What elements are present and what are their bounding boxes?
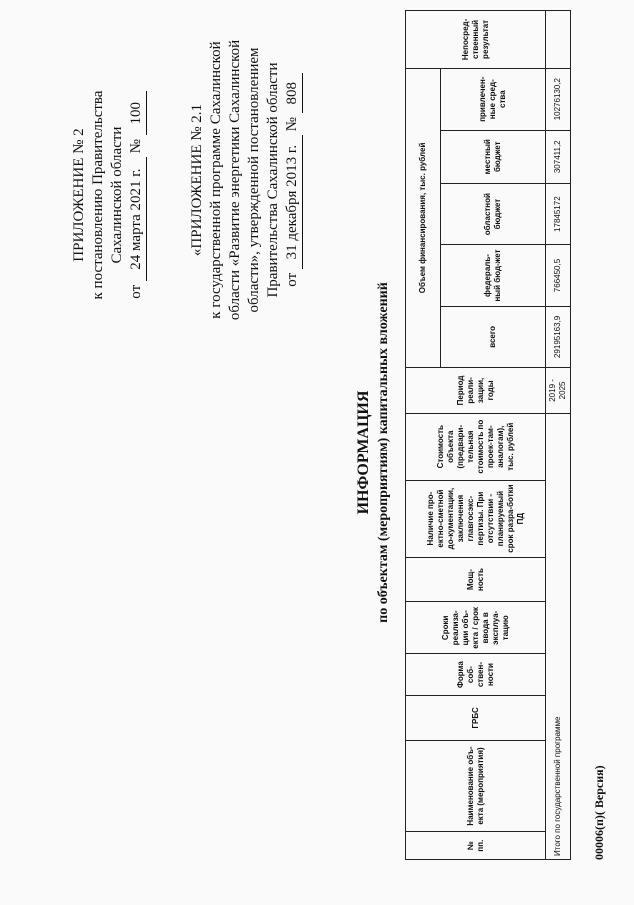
- table-row: [546, 11, 571, 860]
- previous-appendix-line1: к государственной программе Сахалинской: [208, 41, 224, 319]
- appendix-header: [70, 45, 147, 345]
- total-row-result: [546, 11, 571, 69]
- number-prefix: №: [284, 117, 300, 132]
- previous-appendix-line2: области «Развитие энергетики Сахалинской: [227, 39, 243, 321]
- total-row-attracted: 10276130,2: [546, 68, 571, 130]
- appendix-line1: к постановлению Правительства: [90, 90, 106, 300]
- appendix-date: 24 марта 2021 г.: [127, 157, 147, 281]
- previous-appendix-date-line: [283, 15, 303, 345]
- total-row-period: 2019 - 2025: [546, 368, 571, 414]
- previous-appendix-title: «ПРИЛОЖЕНИЕ № 2.1: [189, 103, 205, 257]
- number-prefix: №: [128, 139, 144, 154]
- col-header-grbs: ГРБС: [406, 696, 546, 741]
- total-row-label: Итого по государственной программе: [546, 413, 571, 859]
- col-header-result: Непосред-ственный результат: [406, 11, 546, 69]
- appendix-line2: Сахалинской области: [109, 126, 125, 264]
- col-header-capacity: Мощ-ность: [406, 557, 546, 602]
- date-prefix: от: [284, 272, 300, 287]
- total-row-regional: 17845172: [546, 183, 571, 244]
- document-version-code: 00006(п)( Версия): [592, 765, 606, 860]
- appendix-title: ПРИЛОЖЕНИЕ № 2: [71, 128, 87, 262]
- document-title: ИНФОРМАЦИЯ: [355, 390, 372, 515]
- total-row-local: 307411,2: [546, 130, 571, 183]
- col-header-regional: областной бюджет: [441, 183, 546, 244]
- previous-appendix-line3: области», утвержденной постановлением: [246, 47, 262, 313]
- col-header-local: местный бюджет: [441, 130, 546, 183]
- previous-appendix-line4: Правительства Сахалинской области: [265, 62, 281, 298]
- appendix-number: 100: [127, 91, 147, 135]
- col-header-design-docs: Наличие про-ектно-сметной до-кументации, заключения главгосэкс-пертизы. При отсутствии - планируемый срок разра-ботки ПД: [406, 480, 546, 557]
- col-header-terms: Сроки реализа-ции объ-екта / срок ввода в эксплуа-тацию: [406, 602, 546, 654]
- col-header-attracted: привлечен-ные сред-ства: [441, 68, 546, 130]
- col-header-period: Период реали-зации, годы: [406, 368, 546, 414]
- col-header-federal: федераль-ный бюд-жет: [441, 245, 546, 306]
- previous-appendix-number: 808: [283, 73, 303, 113]
- document-subtitle: по объектам (мероприятиям) капитальных вложений: [376, 282, 391, 623]
- previous-appendix-header: [188, 15, 303, 345]
- appendix-date-line: [127, 45, 147, 345]
- date-prefix: от: [128, 284, 144, 299]
- capital-investment-table: [405, 10, 571, 860]
- col-header-num: № пп.: [406, 832, 546, 860]
- col-header-name: Наименование объ-екта (мероприятия): [406, 740, 546, 831]
- col-header-ownership: Форма соб-ствен-ности: [406, 654, 546, 696]
- table-header-row: [406, 11, 441, 860]
- col-header-total: всего: [441, 306, 546, 367]
- total-row-total: 29195163,9: [546, 306, 571, 367]
- previous-appendix-date: 31 декабря 2013 г.: [283, 135, 303, 269]
- total-row-federal: 766450,5: [546, 245, 571, 306]
- col-header-funding-group: Объем финансирования, тыс. рублей: [406, 68, 441, 367]
- col-header-cost: Стоимость объекта (предвари-тельная стоимость по проек-там-аналогам), тыс. рублей: [406, 413, 546, 480]
